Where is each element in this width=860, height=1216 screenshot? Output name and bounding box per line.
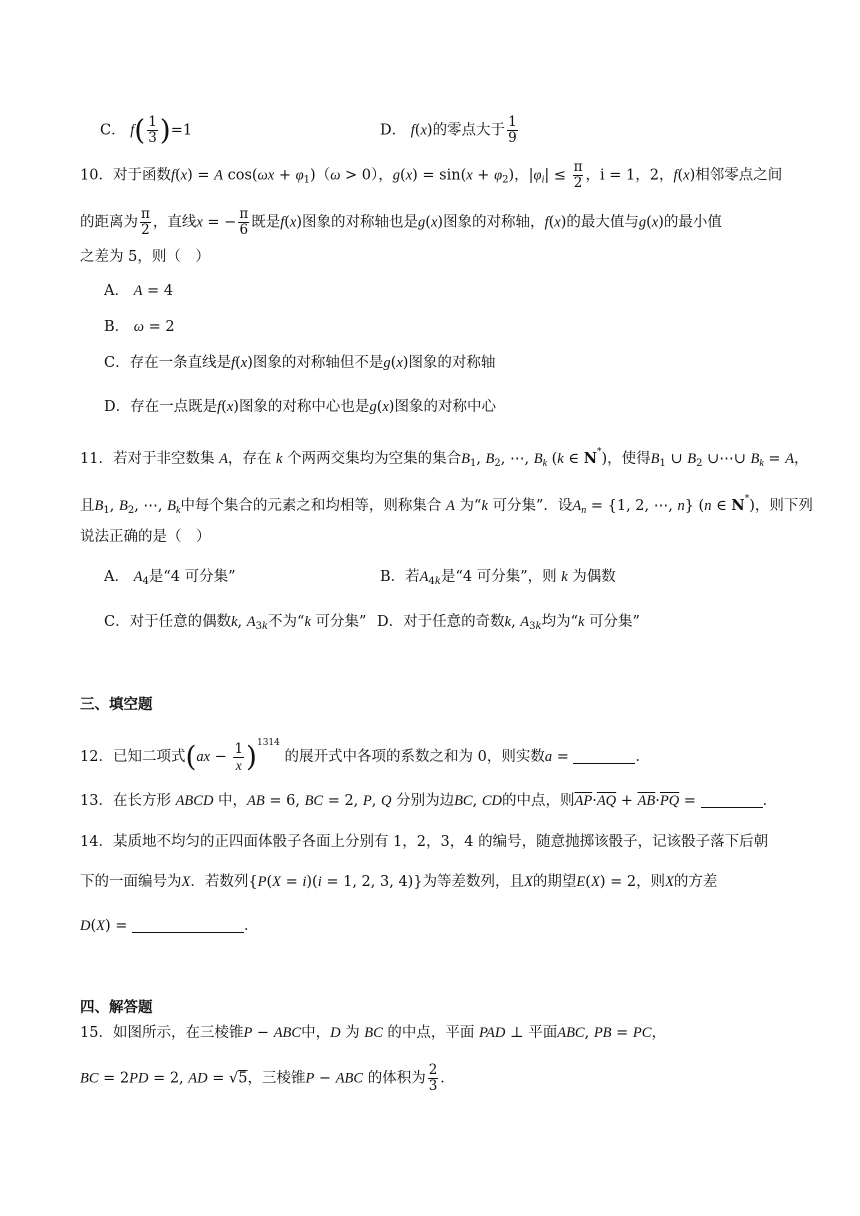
q11-option-a: A． $A_4$是“4 可分集”	[104, 569, 236, 587]
answer-blank-12[interactable]	[573, 749, 635, 764]
q13: 13．在长方形 ABCD 中，AB = 6, BC = 2, P, Q 分别为边BC, CD的中点，则$\overline{AP}\cdot\overline{AQ} + \overline{AB}\cdot\overline{PQ}$ = ．	[80, 793, 778, 809]
q11-line3: 说法正确的是（ ）	[80, 529, 211, 545]
answer-blank-14[interactable]	[132, 918, 244, 933]
answer-blank-13[interactable]	[701, 793, 763, 808]
q14-line3: D(X) = ．	[80, 918, 259, 934]
q10-option-c: C．存在一条直线是f(x)图象的对称轴但不是g(x)图象的对称轴	[104, 355, 496, 371]
q15-line1: 15．如图所示，在三棱锥P − ABC中，D 为 BC 的中点，平面 PAD ⊥ 平面ABC, PB = PC，	[80, 1025, 666, 1041]
q15-line2: BC = 2PD = 2, AD = √5，三棱锥P − ABC 的体积为 $\frac{2}{3}$ ．	[80, 1062, 455, 1094]
q10-line2: 的距离为 $\frac{\pi}{2}$ ，直线x = − $\frac{\pi}{6}$ 既是f(x)图象的对称轴也是g(x)图象的对称轴，f(x)的最大值与g(x)的最小值	[80, 206, 722, 238]
q11-option-d: D．对于任意的奇数k, $A_{3k}$均为“k 可分集”	[377, 614, 640, 632]
q14-line1: 14．某质地不均匀的正四面体骰子各面上分别有 1，2，3，4 的编号，随意抛掷该骰子，记该骰子落下后朝	[80, 834, 769, 850]
q11-line1: 11．若对于非空数集 A，存在 k 个两两交集均为空集的集合$B_1$, $B_2$, ⋯, $B_k$ (k ∈ N*)，使得$B_1$ ∪ $B_2$ ∪⋯∪ $B_k = A$，	[80, 447, 809, 469]
q10-option-d: D．存在一点既是f(x)图象的对称中心也是g(x)图象的对称中心	[104, 399, 496, 415]
q10-option-b: B． ω = 2	[104, 319, 175, 335]
section-4-title: 四、解答题	[80, 1000, 153, 1016]
q10-line3: 之差为 5，则（ ）	[80, 249, 210, 265]
q11-option-b: B．若$A_{4k}$是“4 可分集”，则 k 为偶数	[380, 569, 616, 587]
q11-option-c: C．对于任意的偶数k, $A_{3k}$不为“k 可分集”	[104, 614, 367, 632]
q9-option-c: C． f( $\frac{1}{3}$ )=1	[100, 113, 193, 147]
section-3-title: 三、填空题	[80, 697, 153, 713]
q9-option-d: D． f(x)的零点大于 $\frac{1}{9}$	[380, 114, 517, 146]
q14-line2: 下的一面编号为X．若数列{P(X = i)(i = 1, 2, 3, 4)}为等差数列，且X的期望E(X) = 2，则X的方差	[80, 874, 718, 890]
q10-line1: 10．对于函数f(x) = A $\cos(\omega x + \varphi_1)(\omega > 0)$，$g(x) = \sin(x + \varphi_2)$，$|\varphi_i|$ ≤ $\frac{\pi}{2}$ ，i = 1，2，f(x)相邻零点之间	[80, 159, 783, 191]
q10-option-a: A． A = 4	[104, 283, 174, 299]
q11-line2: 且$B_1$, $B_2$, ⋯, $B_k$中每个集合的元素之和均相等，则称集合 A 为“k 可分集”．设$A_n = \{1$, 2, ⋯, n} (n ∈ N*)，则下列	[80, 494, 813, 516]
q12: 12．已知二项式(ax − $\frac{1}{x}$ )$^{1314}$ 的展开式中各项的系数之和为 0，则实数a = ．	[80, 738, 650, 773]
